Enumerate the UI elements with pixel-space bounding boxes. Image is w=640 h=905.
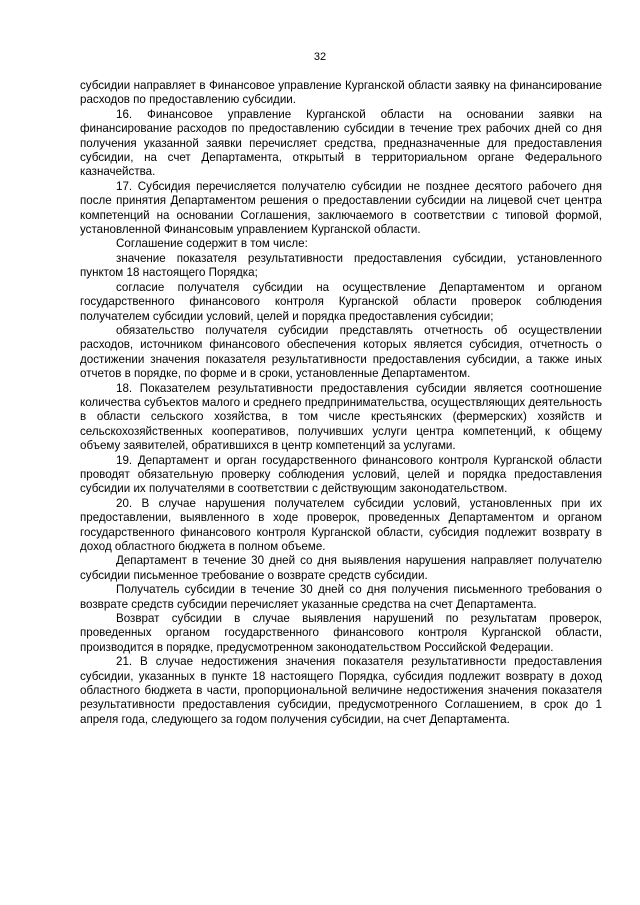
paragraph: значение показателя результативности предоставления субсидии, установленного пунктом 18 настоящего Порядка; [80,251,602,280]
paragraph: 21. В случае недостижения значения показателя результативности предоставления субсидии, указанных в пункте 18 настоящего Порядка, субсидия подлежит возврату в доход областного бюджета в части, пропорциональной величине недостижения значения показателя результативности предоставления субсидии, предусмотренного Соглашением, в срок до 1 апреля года, следующего за годом получения субсидии, на счет Департамента. [80,655,602,726]
paragraph: Департамент в течение 30 дней со дня выявления нарушения направляет получателю субсидии письменное требование о возврате средств субсидии. [80,554,602,582]
paragraph: 19. Департамент и орган государственного финансового контроля Курганской области проводят обязательную проверку соблюдения условий, целей и порядка предоставления субсидии их получателями в соответствии с действующим законодательством. [80,453,602,496]
paragraph: Получатель субсидии в течение 30 дней со дня получения письменного требования о возврате средств субсидии перечисляет указанные средства на счет Департамента. [80,583,602,611]
document-body [80,79,602,727]
paragraph: 20. В случае нарушения получателем субсидии условий, установленных при их предоставлении, выявленного в ходе проверок, проведенных Департаментом и органом государственного финансового контроля Курганской области, субсидия подлежит возврату в доход областного бюджета в полном объеме. [80,496,602,553]
paragraph: согласие получателя субсидии на осуществление Департаментом и органом государственного финансового контроля Курганской области проверок соблюдения получателем субсидии условий, целей и порядка предоставления субсидии; [80,280,602,323]
paragraph: Соглашение содержит в том числе: [116,237,308,251]
page-number: 32 [313,51,327,63]
paragraph: 18. Показателем результативности предоставления субсидии является соотношение количества субъектов малого и среднего предпринимательства, осуществляющих деятельность в области сельского хозяйства, в том числе крестьянских (фермерских) хозяйств и сельскохозяйственных кооперативов, получивших услуги центра компетенций, к общему объему заявителей, обратившихся в центр компетенций за услугами. [80,381,602,453]
paragraph: обязательство получателя субсидии представлять отчетность об осуществлении расходов, источником финансового обеспечения которых является субсидия, отчетность о достижении значения показателя результативности предоставления субсидии, а также иных отчетов в порядке, по форме и в сроки, установленные Департаментом. [80,323,602,381]
paragraph: Возврат субсидии в случае выявления нарушений по результатам проверок, проведенных органом государственного финансового контроля Курганской области, производится в порядке, предусмотренном законодательством Российской Федерации. [80,612,602,654]
paragraph: 17. Субсидия перечисляется получателю субсидии не позднее десятого рабочего дня после принятия Департаментом решения о предоставлении субсидии на лицевой счет центра компетенций на основании Соглашения, заключаемого в соответствии с типовой формой, установленной Финансовым управлением Курганской области. [80,179,602,237]
paragraph: 16. Финансовое управление Курганской области на основании заявки на финансирование расходов по предоставлению субсидии в течение трех рабочих дней со дня получения указанной заявки перечисляет средства, предназначенные для предоставления субсидии, на счет Департамента, открытый в территориальном органе Федерального казначейства. [80,107,602,179]
paragraph: субсидии направляет в Финансовое управление Курганской области заявку на финансирование расходов по предоставлению субсидии. [80,79,602,107]
